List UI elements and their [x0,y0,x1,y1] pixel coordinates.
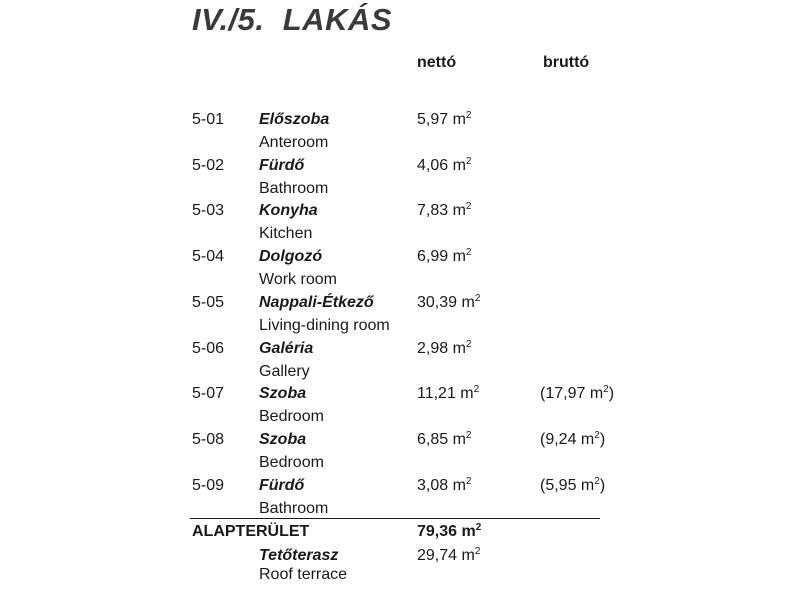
room-name-hu: Szoba [259,430,307,448]
room-gross-area: (9,24 $m^2$) [540,429,606,448]
room-net-area: 30,39 $m^2$ [417,292,481,311]
room-code: 5-08 [192,430,225,448]
terrace-name-en: Roof terrace [259,566,348,583]
page-title: IV./5. LAKÁS [192,2,393,37]
room-name-hu: Nappali-Étkező [259,293,374,311]
room-name-hu: Előszoba [259,111,330,128]
room-name-en: Work room [259,271,337,289]
room-code: 5-05 [192,293,225,311]
room-code: 5-06 [192,339,225,357]
room-row [0,294,800,340]
terrace-name-hu: Tetőterasz [259,547,339,564]
room-row [0,202,800,248]
room-net-area: 5,97 $m^2$ [417,110,472,128]
room-name-hu: Konyha [259,202,318,220]
terrace-net-area: 29,74 $m^2$ [417,546,481,564]
room-net-area: 7,83 $m^2$ [417,201,472,220]
room-name-hu: Szoba [259,385,307,403]
room-net-area: 2,98 $m^2$ [417,338,472,357]
room-row [0,477,800,523]
room-name-en: Bedroom [259,408,324,426]
room-row [0,157,800,203]
room-name-en: Living-dining room [259,316,390,334]
room-row [0,340,800,386]
room-name-hu: Dolgozó [259,248,323,266]
room-code: 5-04 [192,248,225,266]
room-net-area: 3,08 $m^2$ [417,475,472,494]
room-name-en: Bathroom [259,179,329,197]
room-row [0,385,800,431]
room-name-hu: Galéria [259,339,314,357]
room-row [0,111,800,157]
room-gross-area: (17,97 $m^2$) [540,384,615,403]
room-code: 5-02 [192,156,225,174]
room-name-en: Bathroom [259,499,329,517]
room-name-en: Anteroom [259,134,329,151]
total-area-label: ALAPTERÜLET [192,523,310,540]
room-name-en: Bedroom [259,453,324,471]
room-code: 5-07 [192,385,225,403]
room-code: 5-03 [192,202,225,220]
room-row [0,248,800,294]
room-name-hu: Fürdő [259,476,305,494]
room-name-en: Gallery [259,362,310,380]
room-net-area: 4,06 $m^2$ [417,155,472,174]
room-net-area: 11,21 $m^2$ [417,384,480,403]
net-area-header: nettó [417,54,457,71]
room-gross-area: (5,95 $m^2$) [540,475,606,494]
total-divider [190,518,600,519]
total-area-value: 79,36 $m^2$ [417,522,482,540]
room-name-en: Kitchen [259,225,313,243]
room-row [0,431,800,477]
room-name-hu: Fürdő [259,156,305,174]
room-code: 5-09 [192,476,225,494]
room-net-area: 6,85 $m^2$ [417,429,472,448]
gross-area-header: bruttó [543,54,590,71]
room-code: 5-01 [192,111,225,128]
room-net-area: 6,99 $m^2$ [417,247,472,266]
